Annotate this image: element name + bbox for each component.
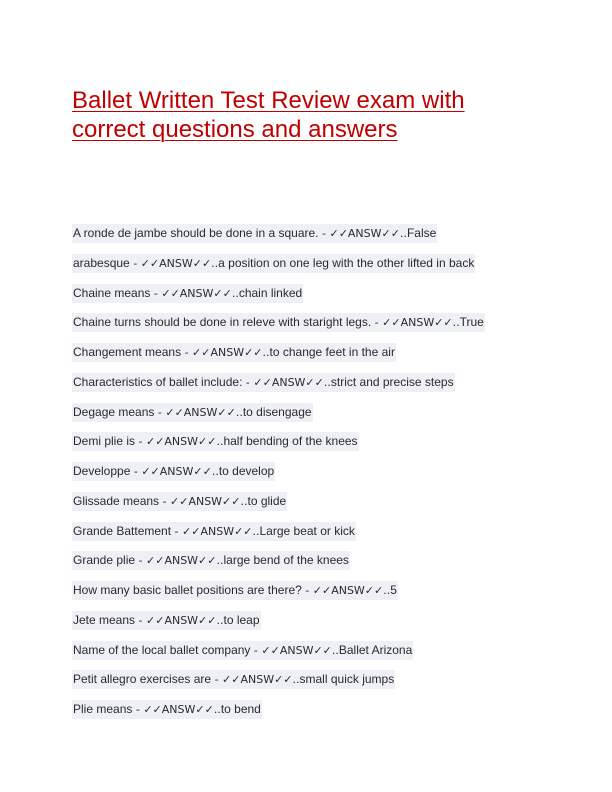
qa-line <box>72 641 413 660</box>
answer-marker: - ✓✓ANSW✓✓.. <box>129 256 219 270</box>
answer-text: to glide <box>247 493 287 508</box>
answer-marker: - ✓✓ANSW✓✓.. <box>135 435 224 449</box>
qa-line <box>72 670 395 689</box>
answer-marker: - ✓✓ANSW✓✓.. <box>171 524 260 538</box>
answer-marker: - ✓✓ANSW✓✓.. <box>135 613 224 627</box>
answer-marker: - ✓✓ANSW✓✓.. <box>159 494 248 508</box>
question-text: Name of the local ballet company <box>73 642 251 657</box>
answer-marker: - ✓✓ANSW✓✓.. <box>301 584 391 597</box>
answer-marker: - ✓✓ANSW✓✓.. <box>211 673 300 687</box>
answer-text: Large beat or kick <box>259 523 355 538</box>
answer-marker: - ✓✓ANSW✓✓.. <box>135 554 224 568</box>
question-text: Demi plie is <box>73 434 136 449</box>
document-title <box>72 86 542 144</box>
question-text: Grande Battement <box>73 523 172 538</box>
answer-marker: - ✓✓ANSW✓✓.. <box>130 465 219 478</box>
qa-item <box>72 284 552 314</box>
answer-text: strict and precise steps <box>330 374 454 389</box>
qa-item <box>72 224 552 254</box>
answer-text: 5 <box>390 583 397 597</box>
question-text: How many basic ballet positions are there? <box>73 583 302 597</box>
qa-item <box>72 403 552 433</box>
qa-line <box>72 551 350 570</box>
qa-line <box>72 432 359 451</box>
qa-item <box>72 373 552 403</box>
answer-text: False <box>406 226 437 240</box>
question-text: Changement means <box>73 345 182 359</box>
qa-item <box>72 313 552 343</box>
question-text: A ronde de jambe should be done in a square. <box>73 226 319 240</box>
answer-text: a position on one leg with the other lifted in back <box>218 255 475 270</box>
answer-text: large bend of the knees <box>223 553 349 568</box>
answer-text: small quick jumps <box>299 672 395 687</box>
question-text: Characteristics of ballet include: <box>73 374 243 389</box>
question-text: Developpe <box>73 464 131 478</box>
answer-marker: - ✓✓ANSW✓✓.. <box>371 316 460 330</box>
question-text: Degage means <box>73 404 155 419</box>
answer-marker: - ✓✓ANSW✓✓.. <box>250 643 339 657</box>
qa-item <box>72 700 552 730</box>
qa-line <box>72 492 287 511</box>
document-title-text: Ballet Written Test Review exam with correct questions and answers <box>72 87 465 143</box>
qa-line <box>72 284 303 303</box>
answer-marker: - ✓✓ANSW✓✓.. <box>132 703 221 716</box>
answer-text: half bending of the knees <box>223 434 358 449</box>
question-text: Glissade means <box>73 493 160 508</box>
qa-item <box>72 522 552 552</box>
qa-item <box>72 432 552 462</box>
answer-text: to leap <box>223 612 260 627</box>
qa-line <box>72 313 485 332</box>
qa-item <box>72 343 552 373</box>
answer-text: to disengage <box>242 404 312 419</box>
answer-marker: - ✓✓ANSW✓✓.. <box>318 227 407 240</box>
question-text: Grande plie <box>73 553 136 568</box>
qa-line <box>72 581 398 600</box>
qa-item <box>72 670 552 700</box>
qa-line <box>72 224 437 243</box>
qa-item <box>72 492 552 522</box>
qa-line <box>72 700 262 719</box>
qa-line <box>72 343 396 362</box>
answer-text: True <box>459 315 484 330</box>
answer-text: Ballet Arizona <box>338 642 413 657</box>
qa-item <box>72 611 552 641</box>
question-text: Jete means <box>73 612 136 627</box>
question-text: Chaine means <box>73 285 151 300</box>
answer-marker: - ✓✓ANSW✓✓.. <box>154 405 243 419</box>
qa-item <box>72 641 552 671</box>
qa-line <box>72 403 313 422</box>
question-text: Petit allegro exercises are <box>73 672 212 687</box>
qa-item <box>72 254 552 284</box>
qa-line <box>72 462 275 481</box>
qa-item <box>72 581 552 611</box>
question-text: Chaine turns should be done in releve with staright legs. <box>73 315 372 330</box>
question-text: Plie means <box>73 702 133 716</box>
answer-marker: - ✓✓ANSW✓✓.. <box>242 375 331 389</box>
qa-line <box>72 373 455 392</box>
qa-item <box>72 462 552 492</box>
answer-text: to develop <box>218 464 275 478</box>
qa-line <box>72 254 475 273</box>
question-text: arabesque <box>73 255 130 270</box>
qa-list <box>72 224 552 730</box>
answer-text: to change feet in the air <box>269 345 395 359</box>
answer-marker: - ✓✓ANSW✓✓.. <box>181 346 270 359</box>
qa-item <box>72 551 552 581</box>
answer-text: chain linked <box>238 285 303 300</box>
qa-line <box>72 522 356 541</box>
answer-marker: - ✓✓ANSW✓✓.. <box>150 286 239 300</box>
answer-text: to bend <box>220 702 261 716</box>
qa-line <box>72 611 261 630</box>
